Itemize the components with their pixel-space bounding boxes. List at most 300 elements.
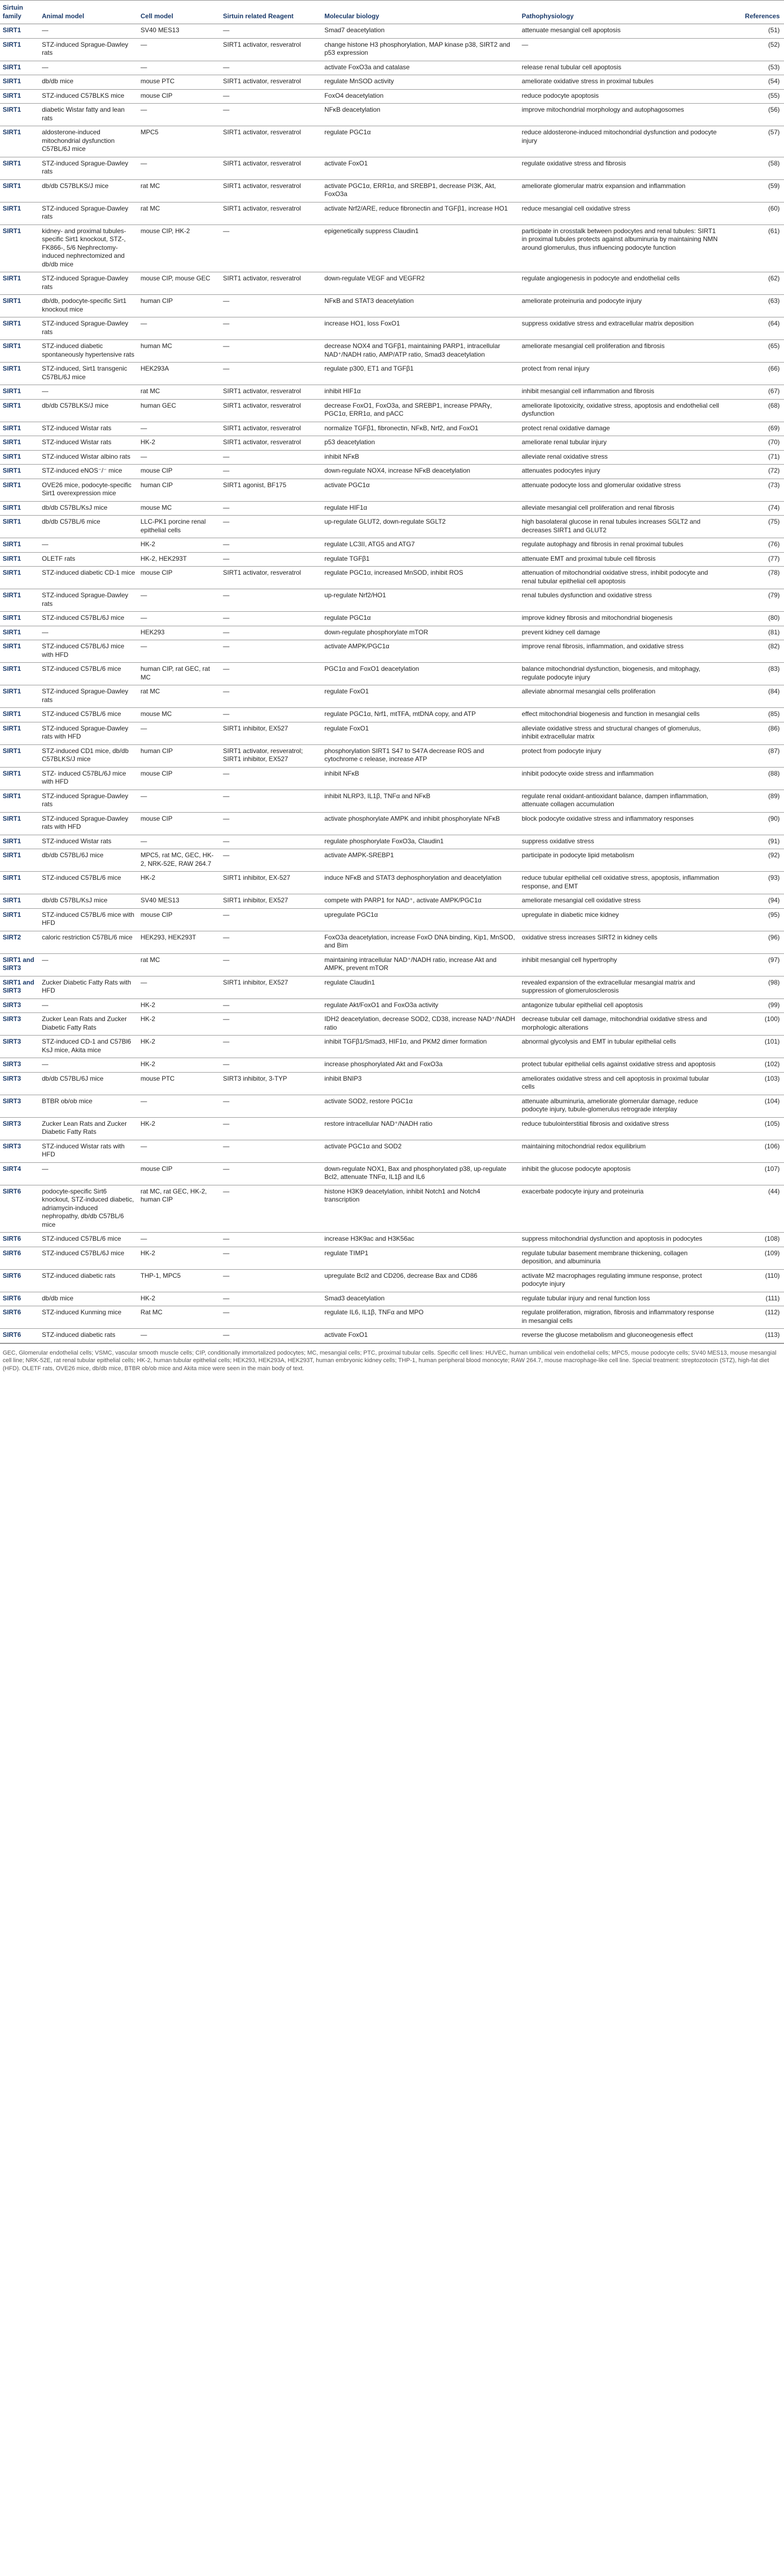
cell-reference: (56) bbox=[722, 104, 784, 126]
cell-animal-model: STZ-induced, Sirt1 transgenic C57BL/6J mice bbox=[39, 363, 138, 385]
cell-animal-model: STZ-induced Sprague-Dawley rats bbox=[39, 272, 138, 295]
header-cell-model: Cell model bbox=[138, 1, 221, 24]
table-row bbox=[0, 295, 784, 317]
cell-pathophysiology: ameliorate oxidative stress in proximal tubules bbox=[519, 75, 722, 90]
cell-molecular-biology: down-regulate VEGF and VEGFR2 bbox=[322, 272, 519, 295]
table-row bbox=[0, 1072, 784, 1095]
cell-molecular-biology: regulate PGC1α bbox=[322, 126, 519, 157]
cell-animal-model: OLETF rats bbox=[39, 552, 138, 567]
cell-reference: (85) bbox=[722, 708, 784, 722]
cell-animal-model: STZ-induced Wistar rats bbox=[39, 422, 138, 436]
cell-cell-model: — bbox=[138, 976, 221, 998]
cell-sirtuin-family: SIRT1 bbox=[0, 812, 39, 835]
cell-reference: (112) bbox=[722, 1306, 784, 1329]
cell-animal-model: — bbox=[39, 953, 138, 976]
cell-sirtuin-family: SIRT6 bbox=[0, 1247, 39, 1269]
cell-pathophysiology: attenuation of mitochondrial oxidative stress, inhibit podocyte and renal tubular epithelial cell apoptosis bbox=[519, 567, 722, 589]
cell-animal-model: Zucker Lean Rats and Zucker Diabetic Fatty Rats bbox=[39, 1013, 138, 1036]
cell-pathophysiology: ameliorate lipotoxicity, oxidative stress, apoptosis and endothelial cell dysfunction bbox=[519, 399, 722, 422]
cell-animal-model: STZ-induced Sprague-Dawley rats bbox=[39, 685, 138, 708]
cell-molecular-biology: activate PGC1α bbox=[322, 479, 519, 501]
cell-molecular-biology: upregulate Bcl2 and CD206, decrease Bax and CD86 bbox=[322, 1269, 519, 1292]
table-row bbox=[0, 1140, 784, 1162]
cell-reference: (61) bbox=[722, 225, 784, 272]
cell-pathophysiology: regulate oxidative stress and fibrosis bbox=[519, 157, 722, 179]
cell-molecular-biology: up-regulate Nrf2/HO1 bbox=[322, 589, 519, 612]
table-row bbox=[0, 872, 784, 894]
cell-cell-model: HK-2 bbox=[138, 1058, 221, 1073]
cell-cell-model: HK-2 bbox=[138, 436, 221, 451]
cell-reagent: — bbox=[220, 61, 322, 75]
cell-pathophysiology: decrease tubular cell damage, mitochondrial oxidative stress and morphologic alterations bbox=[519, 1013, 722, 1036]
cell-sirtuin-family: SIRT6 bbox=[0, 1292, 39, 1306]
cell-pathophysiology: reverse the glucose metabolism and gluconeogenesis effect bbox=[519, 1329, 722, 1343]
cell-pathophysiology: upregulate in diabetic mice kidney bbox=[519, 908, 722, 931]
cell-animal-model: db/db, podocyte-specific Sirt1 knockout mice bbox=[39, 295, 138, 317]
cell-cell-model: rat MC bbox=[138, 385, 221, 400]
cell-reagent: SIRT1 inhibitor, EX527 bbox=[220, 722, 322, 744]
cell-pathophysiology: reduce mesangial cell oxidative stress bbox=[519, 202, 722, 225]
cell-molecular-biology: regulate PGC1α bbox=[322, 612, 519, 626]
cell-molecular-biology: histone H3K9 deacetylation, inhibit Notch1 and Notch4 transcription bbox=[322, 1185, 519, 1233]
cell-reagent: SIRT1 inhibitor, EX-527 bbox=[220, 872, 322, 894]
cell-pathophysiology: protect from podocyte injury bbox=[519, 744, 722, 767]
cell-cell-model: HK-2 bbox=[138, 1036, 221, 1058]
table-row bbox=[0, 953, 784, 976]
cell-molecular-biology: regulate TGFβ1 bbox=[322, 552, 519, 567]
cell-animal-model: — bbox=[39, 61, 138, 75]
cell-cell-model: — bbox=[138, 835, 221, 849]
cell-reagent: — bbox=[220, 1013, 322, 1036]
cell-molecular-biology: regulate TIMP1 bbox=[322, 1247, 519, 1269]
cell-animal-model: OVE26 mice, podocyte-specific Sirt1 overexpression mice bbox=[39, 479, 138, 501]
cell-sirtuin-family: SIRT1 bbox=[0, 75, 39, 90]
cell-animal-model: STZ-induced Sprague-Dawley rats bbox=[39, 38, 138, 61]
cell-reference: (65) bbox=[722, 340, 784, 363]
cell-pathophysiology: alleviate oxidative stress and structural changes of glomerulus, inhibit extracellular matrix bbox=[519, 722, 722, 744]
cell-pathophysiology: activate M2 macrophages regulating immune response, protect podocyte injury bbox=[519, 1269, 722, 1292]
table-footnote: GEC, Glomerular endothelial cells; VSMC, vascular smooth muscle cells; CIP, conditionally immortalized podocytes; MC, mesangial cells; PTC, proximal tubular cells. Specific cell lines: HUVEC, human umbilical vein endothelial cells; MPC5, mouse podocyte cells; SV40 MES13, mouse mesangial cell line; NRK-52E, rat renal tubular epithelial cells; HK-2, human tubular epithelial cells; HEK293, HEK293A, HEK293T, human embryonic kidney cells; THP-1, human peripheral blood monocyte; RAW 264.7, mouse macrophage-like cell line. Special treatment: streptozotocin (STZ), high-fat diet (HFD). OLETF rats, OVE26 mice, db/db mice, BTBR ob/ob mice and Akita mice were seen in the main body of text. bbox=[0, 1343, 784, 1376]
table-row bbox=[0, 1233, 784, 1247]
cell-reagent: — bbox=[220, 1185, 322, 1233]
cell-sirtuin-family: SIRT1 bbox=[0, 835, 39, 849]
cell-cell-model: — bbox=[138, 1095, 221, 1117]
cell-reference: (99) bbox=[722, 998, 784, 1013]
cell-sirtuin-family: SIRT1 bbox=[0, 708, 39, 722]
cell-pathophysiology: oxidative stress increases SIRT2 in kidney cells bbox=[519, 931, 722, 953]
header-row bbox=[0, 1, 784, 24]
cell-cell-model: — bbox=[138, 640, 221, 663]
cell-reagent: — bbox=[220, 612, 322, 626]
cell-molecular-biology: up-regulate GLUT2, down-regulate SGLT2 bbox=[322, 516, 519, 538]
cell-cell-model: SV40 MES13 bbox=[138, 24, 221, 39]
cell-reference: (74) bbox=[722, 501, 784, 516]
cell-sirtuin-family: SIRT1 bbox=[0, 436, 39, 451]
cell-sirtuin-family: SIRT1 bbox=[0, 126, 39, 157]
cell-molecular-biology: regulate phosphorylate FoxO3a, Claudin1 bbox=[322, 835, 519, 849]
cell-molecular-biology: p53 deacetylation bbox=[322, 436, 519, 451]
cell-reagent: SIRT1 activator, resveratrol bbox=[220, 179, 322, 202]
cell-cell-model: rat MC, rat GEC, HK-2, human CIP bbox=[138, 1185, 221, 1233]
table-row bbox=[0, 436, 784, 451]
table-row bbox=[0, 1292, 784, 1306]
cell-sirtuin-family: SIRT1 bbox=[0, 157, 39, 179]
cell-sirtuin-family: SIRT1 and SIRT3 bbox=[0, 976, 39, 998]
cell-sirtuin-family: SIRT1 bbox=[0, 744, 39, 767]
cell-animal-model: db/db C57BL/6J mice bbox=[39, 1072, 138, 1095]
cell-reagent: — bbox=[220, 1036, 322, 1058]
cell-sirtuin-family: SIRT1 bbox=[0, 202, 39, 225]
cell-animal-model: STZ-induced Sprague-Dawley rats bbox=[39, 790, 138, 812]
cell-sirtuin-family: SIRT1 bbox=[0, 317, 39, 340]
cell-pathophysiology: regulate renal oxidant-antioxidant balance, dampen inflammation, attenuate collagen accumulation bbox=[519, 790, 722, 812]
cell-pathophysiology: exacerbate podocyte injury and proteinuria bbox=[519, 1185, 722, 1233]
cell-molecular-biology: induce NFκB and STAT3 dephosphorylation and deacetylation bbox=[322, 872, 519, 894]
cell-animal-model: podocyte-specific Sirt6 knockout, STZ-induced diabetic, adriamycin-induced nephropathy, db/db C57BL/6 mice bbox=[39, 1185, 138, 1233]
cell-animal-model: STZ-induced diabetic CD-1 mice bbox=[39, 567, 138, 589]
cell-sirtuin-family: SIRT1 bbox=[0, 295, 39, 317]
cell-cell-model: HK-2 bbox=[138, 1013, 221, 1036]
cell-molecular-biology: PGC1α and FoxO1 deacetylation bbox=[322, 663, 519, 685]
cell-pathophysiology: protect from renal injury bbox=[519, 363, 722, 385]
cell-sirtuin-family: SIRT1 bbox=[0, 612, 39, 626]
cell-reagent: SIRT1 activator, resveratrol bbox=[220, 126, 322, 157]
cell-animal-model: db/db C57BL/KsJ mice bbox=[39, 501, 138, 516]
cell-reagent: — bbox=[220, 1117, 322, 1140]
cell-cell-model: — bbox=[138, 1329, 221, 1343]
cell-sirtuin-family: SIRT1 bbox=[0, 422, 39, 436]
cell-sirtuin-family: SIRT1 bbox=[0, 663, 39, 685]
cell-cell-model: rat MC bbox=[138, 202, 221, 225]
cell-sirtuin-family: SIRT3 bbox=[0, 1036, 39, 1058]
cell-animal-model: STZ-induced C57BL/6J mice with HFD bbox=[39, 640, 138, 663]
table-row bbox=[0, 1162, 784, 1185]
cell-reference: (68) bbox=[722, 399, 784, 422]
cell-reference: (70) bbox=[722, 436, 784, 451]
cell-sirtuin-family: SIRT1 bbox=[0, 908, 39, 931]
cell-reference: (67) bbox=[722, 385, 784, 400]
cell-sirtuin-family: SIRT1 bbox=[0, 385, 39, 400]
cell-pathophysiology: prevent kidney cell damage bbox=[519, 626, 722, 640]
cell-animal-model: db/db C57BLKS/J mice bbox=[39, 399, 138, 422]
cell-cell-model: HEK293, HEK293T bbox=[138, 931, 221, 953]
cell-reference: (104) bbox=[722, 1095, 784, 1117]
table-row bbox=[0, 790, 784, 812]
cell-molecular-biology: inhibit BNIP3 bbox=[322, 1072, 519, 1095]
cell-sirtuin-family: SIRT1 bbox=[0, 767, 39, 790]
cell-reagent: SIRT1 activator, resveratrol bbox=[220, 399, 322, 422]
cell-molecular-biology: Smad7 deacetylation bbox=[322, 24, 519, 39]
table-row bbox=[0, 894, 784, 909]
cell-molecular-biology: NFκB and STAT3 deacetylation bbox=[322, 295, 519, 317]
table-row bbox=[0, 89, 784, 104]
cell-pathophysiology: regulate tubular injury and renal function loss bbox=[519, 1292, 722, 1306]
cell-sirtuin-family: SIRT1 bbox=[0, 589, 39, 612]
cell-reagent: — bbox=[220, 317, 322, 340]
cell-molecular-biology: regulate Akt/FoxO1 and FoxO3a activity bbox=[322, 998, 519, 1013]
cell-animal-model: STZ-induced Wistar albino rats bbox=[39, 450, 138, 465]
cell-molecular-biology: activate Nrf2/ARE, reduce fibronectin and TGFβ1, increase HO1 bbox=[322, 202, 519, 225]
table-row bbox=[0, 567, 784, 589]
cell-cell-model: human CIP, rat GEC, rat MC bbox=[138, 663, 221, 685]
cell-cell-model: — bbox=[138, 104, 221, 126]
cell-reference: (44) bbox=[722, 1185, 784, 1233]
cell-reference: (52) bbox=[722, 38, 784, 61]
cell-cell-model: HK-2 bbox=[138, 538, 221, 553]
cell-reagent: — bbox=[220, 89, 322, 104]
cell-cell-model: mouse CIP bbox=[138, 89, 221, 104]
cell-pathophysiology: block podocyte oxidative stress and inflammatory responses bbox=[519, 812, 722, 835]
cell-reference: (109) bbox=[722, 1247, 784, 1269]
cell-cell-model: rat MC bbox=[138, 685, 221, 708]
cell-reagent: — bbox=[220, 1140, 322, 1162]
cell-cell-model: mouse PTC bbox=[138, 75, 221, 90]
cell-animal-model: STZ-induced Sprague-Dawley rats with HFD bbox=[39, 812, 138, 835]
cell-sirtuin-family: SIRT1 bbox=[0, 450, 39, 465]
table-row bbox=[0, 363, 784, 385]
cell-molecular-biology: change histone H3 phosphorylation, MAP kinase p38, SIRT2 and p53 expression bbox=[322, 38, 519, 61]
cell-sirtuin-family: SIRT1 bbox=[0, 552, 39, 567]
cell-sirtuin-family: SIRT6 bbox=[0, 1233, 39, 1247]
cell-reagent: — bbox=[220, 295, 322, 317]
cell-reference: (100) bbox=[722, 1013, 784, 1036]
table-row bbox=[0, 179, 784, 202]
table-row bbox=[0, 908, 784, 931]
table-row bbox=[0, 1036, 784, 1058]
cell-reagent: — bbox=[220, 663, 322, 685]
cell-molecular-biology: FoxO4 deacetylation bbox=[322, 89, 519, 104]
cell-pathophysiology: attenuate podocyte loss and glomerular oxidative stress bbox=[519, 479, 722, 501]
cell-reference: (60) bbox=[722, 202, 784, 225]
cell-pathophysiology: effect mitochondrial biogenesis and function in mesangial cells bbox=[519, 708, 722, 722]
cell-reference: (66) bbox=[722, 363, 784, 385]
cell-sirtuin-family: SIRT3 bbox=[0, 1095, 39, 1117]
header-pathophysiology: Pathophysiology bbox=[519, 1, 722, 24]
cell-molecular-biology: regulate LC3II, ATG5 and ATG7 bbox=[322, 538, 519, 553]
cell-reference: (111) bbox=[722, 1292, 784, 1306]
cell-reagent: — bbox=[220, 363, 322, 385]
cell-reference: (86) bbox=[722, 722, 784, 744]
cell-reagent: — bbox=[220, 1095, 322, 1117]
cell-reagent: — bbox=[220, 538, 322, 553]
cell-cell-model: Rat MC bbox=[138, 1306, 221, 1329]
cell-cell-model: mouse CIP, mouse GEC bbox=[138, 272, 221, 295]
cell-reagent: — bbox=[220, 708, 322, 722]
cell-animal-model: STZ-induced Sprague-Dawley rats with HFD bbox=[39, 722, 138, 744]
cell-reagent: — bbox=[220, 640, 322, 663]
cell-animal-model: STZ- induced C57BL/6J mice with HFD bbox=[39, 767, 138, 790]
cell-reference: (84) bbox=[722, 685, 784, 708]
cell-pathophysiology: ameliorate proteinuria and podocyte injury bbox=[519, 295, 722, 317]
cell-molecular-biology: phosphorylation SIRT1 S47 to S47A decrease ROS and cytochrome c release, increase ATP bbox=[322, 744, 519, 767]
table-row bbox=[0, 225, 784, 272]
cell-molecular-biology: activate phosphorylate AMPK and inhibit phosphorylate NFκB bbox=[322, 812, 519, 835]
cell-animal-model: STZ-induced C57BL/6J mice bbox=[39, 1247, 138, 1269]
cell-cell-model: — bbox=[138, 1233, 221, 1247]
cell-molecular-biology: increase phosphorylated Akt and FoxO3a bbox=[322, 1058, 519, 1073]
cell-sirtuin-family: SIRT6 bbox=[0, 1306, 39, 1329]
cell-molecular-biology: down-regulate phosphorylate mTOR bbox=[322, 626, 519, 640]
cell-molecular-biology: activate AMPK-SREBP1 bbox=[322, 849, 519, 872]
table-row bbox=[0, 317, 784, 340]
cell-sirtuin-family: SIRT1 bbox=[0, 567, 39, 589]
cell-reference: (108) bbox=[722, 1233, 784, 1247]
cell-sirtuin-family: SIRT4 bbox=[0, 1162, 39, 1185]
cell-sirtuin-family: SIRT6 bbox=[0, 1269, 39, 1292]
cell-cell-model: — bbox=[138, 38, 221, 61]
cell-sirtuin-family: SIRT1 bbox=[0, 685, 39, 708]
cell-cell-model: HK-2 bbox=[138, 1117, 221, 1140]
cell-pathophysiology: alleviate renal oxidative stress bbox=[519, 450, 722, 465]
cell-reagent: — bbox=[220, 552, 322, 567]
table-row bbox=[0, 931, 784, 953]
table-row bbox=[0, 722, 784, 744]
cell-reagent: — bbox=[220, 1058, 322, 1073]
table-row bbox=[0, 1095, 784, 1117]
cell-pathophysiology: improve mitochondrial morphology and autophagosomes bbox=[519, 104, 722, 126]
cell-pathophysiology: ameliorates oxidative stress and cell apoptosis in proximal tubular cells bbox=[519, 1072, 722, 1095]
cell-pathophysiology: reduce podocyte apoptosis bbox=[519, 89, 722, 104]
cell-sirtuin-family: SIRT1 bbox=[0, 849, 39, 872]
cell-sirtuin-family: SIRT1 bbox=[0, 501, 39, 516]
cell-pathophysiology: ameliorate mesangial cell proliferation and fibrosis bbox=[519, 340, 722, 363]
cell-animal-model: STZ-induced C57BL/6 mice bbox=[39, 663, 138, 685]
cell-reagent: — bbox=[220, 340, 322, 363]
cell-pathophysiology: inhibit mesangial cell inflammation and fibrosis bbox=[519, 385, 722, 400]
cell-cell-model: — bbox=[138, 1140, 221, 1162]
table-row bbox=[0, 450, 784, 465]
cell-sirtuin-family: SIRT3 bbox=[0, 998, 39, 1013]
cell-pathophysiology: reduce tubular epithelial cell oxidative stress, apoptosis, inflammation response, and EMT bbox=[519, 872, 722, 894]
cell-pathophysiology: — bbox=[519, 38, 722, 61]
cell-molecular-biology: regulate PGC1α, increased MnSOD, inhibit ROS bbox=[322, 567, 519, 589]
cell-reference: (58) bbox=[722, 157, 784, 179]
header-molecular-biology: Molecular biology bbox=[322, 1, 519, 24]
table-header bbox=[0, 1, 784, 24]
cell-sirtuin-family: SIRT1 bbox=[0, 61, 39, 75]
cell-pathophysiology: suppress oxidative stress bbox=[519, 835, 722, 849]
cell-reference: (113) bbox=[722, 1329, 784, 1343]
cell-reference: (106) bbox=[722, 1140, 784, 1162]
cell-molecular-biology: down-regulate NOX1, Bax and phosphorylated p38, up-regulate Bcl2, attenuate TNFα, IL1β and IL6 bbox=[322, 1162, 519, 1185]
cell-reference: (53) bbox=[722, 61, 784, 75]
cell-pathophysiology: attenuate albuminuria, ameliorate glomerular damage, reduce podocyte injury, tubule-glomerulus retrograde interplay bbox=[519, 1095, 722, 1117]
table-row bbox=[0, 1269, 784, 1292]
cell-animal-model: STZ-induced C57BL/6 mice bbox=[39, 1233, 138, 1247]
table-row bbox=[0, 104, 784, 126]
cell-reference: (94) bbox=[722, 894, 784, 909]
cell-sirtuin-family: SIRT1 bbox=[0, 640, 39, 663]
cell-reference: (102) bbox=[722, 1058, 784, 1073]
cell-animal-model: aldosterone-induced mitochondrial dysfunction C57BL/6J mice bbox=[39, 126, 138, 157]
cell-pathophysiology: participate in crosstalk between podocytes and renal tubules: SIRT1 in proximal tubules protects against albuminuria by maintaining NMN around glomerulus, thus influencing podocyte function bbox=[519, 225, 722, 272]
cell-cell-model: — bbox=[138, 317, 221, 340]
cell-animal-model: STZ-induced Kunming mice bbox=[39, 1306, 138, 1329]
cell-animal-model: STZ-induced diabetic spontaneously hypertensive rats bbox=[39, 340, 138, 363]
cell-animal-model: Zucker Lean Rats and Zucker Diabetic Fatty Rats bbox=[39, 1117, 138, 1140]
cell-sirtuin-family: SIRT3 bbox=[0, 1058, 39, 1073]
cell-pathophysiology: maintaining mitochondrial redox equilibrium bbox=[519, 1140, 722, 1162]
cell-pathophysiology: ameliorate mesangial cell oxidative stress bbox=[519, 894, 722, 909]
cell-molecular-biology: epigenetically suppress Claudin1 bbox=[322, 225, 519, 272]
header-sirtuin-reagent: Sirtuin related Reagent bbox=[220, 1, 322, 24]
cell-sirtuin-family: SIRT3 bbox=[0, 1117, 39, 1140]
cell-animal-model: STZ-induced CD1 mice, db/db C57BLKS/J mice bbox=[39, 744, 138, 767]
cell-reference: (95) bbox=[722, 908, 784, 931]
table-row bbox=[0, 38, 784, 61]
cell-reagent: — bbox=[220, 685, 322, 708]
cell-pathophysiology: participate in podocyte lipid metabolism bbox=[519, 849, 722, 872]
table-row bbox=[0, 202, 784, 225]
cell-reagent: — bbox=[220, 24, 322, 39]
header-sirtuin-family: Sirtuin family bbox=[0, 1, 39, 24]
cell-pathophysiology: antagonize tubular epithelial cell apoptosis bbox=[519, 998, 722, 1013]
cell-animal-model: BTBR ob/ob mice bbox=[39, 1095, 138, 1117]
cell-cell-model: HK-2 bbox=[138, 1292, 221, 1306]
cell-molecular-biology: inhibit NLRP3, IL1β, TNFα and NFκB bbox=[322, 790, 519, 812]
cell-animal-model: — bbox=[39, 24, 138, 39]
cell-reagent: — bbox=[220, 1292, 322, 1306]
cell-animal-model: — bbox=[39, 1162, 138, 1185]
cell-pathophysiology: suppress mitochondrial dysfunction and apoptosis in podocytes bbox=[519, 1233, 722, 1247]
cell-pathophysiology: high basolateral glucose in renal tubules increases SGLT2 and decreases SIRT1 and GLUT2 bbox=[519, 516, 722, 538]
cell-reagent: — bbox=[220, 953, 322, 976]
cell-reagent: — bbox=[220, 835, 322, 849]
cell-cell-model: rat MC bbox=[138, 179, 221, 202]
cell-sirtuin-family: SIRT1 bbox=[0, 24, 39, 39]
table-row bbox=[0, 75, 784, 90]
cell-cell-model: HEK293A bbox=[138, 363, 221, 385]
cell-reagent: SIRT1 inhibitor, EX527 bbox=[220, 894, 322, 909]
table-row bbox=[0, 24, 784, 39]
cell-reagent: — bbox=[220, 501, 322, 516]
cell-animal-model: STZ-induced C57BL/6J mice bbox=[39, 612, 138, 626]
cell-reagent: — bbox=[220, 1329, 322, 1343]
cell-pathophysiology: regulate proliferation, migration, fibrosis and inflammatory response in mesangial cells bbox=[519, 1306, 722, 1329]
cell-reagent: SIRT1 activator, resveratrol bbox=[220, 75, 322, 90]
cell-sirtuin-family: SIRT1 bbox=[0, 104, 39, 126]
header-references: References bbox=[722, 1, 784, 24]
table-row bbox=[0, 422, 784, 436]
cell-animal-model: — bbox=[39, 1058, 138, 1073]
cell-reference: (64) bbox=[722, 317, 784, 340]
cell-animal-model: STZ-induced Sprague-Dawley rats bbox=[39, 317, 138, 340]
cell-pathophysiology: attenuate mesangial cell apoptosis bbox=[519, 24, 722, 39]
cell-reagent: SIRT1 inhibitor, EX527 bbox=[220, 976, 322, 998]
cell-molecular-biology: restore intracellular NAD⁺/NADH ratio bbox=[322, 1117, 519, 1140]
table-row bbox=[0, 976, 784, 998]
cell-sirtuin-family: SIRT1 bbox=[0, 790, 39, 812]
cell-reference: (79) bbox=[722, 589, 784, 612]
table-row bbox=[0, 552, 784, 567]
cell-pathophysiology: ameliorate renal tubular injury bbox=[519, 436, 722, 451]
cell-reagent: — bbox=[220, 767, 322, 790]
cell-pathophysiology: abnormal glycolysis and EMT in tubular epithelial cells bbox=[519, 1036, 722, 1058]
cell-molecular-biology: regulate Claudin1 bbox=[322, 976, 519, 998]
cell-molecular-biology: regulate PGC1α, Nrf1, mtTFA, mtDNA copy, and ATP bbox=[322, 708, 519, 722]
cell-sirtuin-family: SIRT1 bbox=[0, 479, 39, 501]
cell-sirtuin-family: SIRT3 bbox=[0, 1140, 39, 1162]
cell-sirtuin-family: SIRT1 bbox=[0, 272, 39, 295]
cell-reagent: SIRT1 agonist, BF175 bbox=[220, 479, 322, 501]
cell-sirtuin-family: SIRT1 bbox=[0, 872, 39, 894]
cell-reagent: SIRT1 activator, resveratrol bbox=[220, 436, 322, 451]
cell-sirtuin-family: SIRT3 bbox=[0, 1072, 39, 1095]
cell-pathophysiology: improve renal fibrosis, inflammation, and oxidative stress bbox=[519, 640, 722, 663]
cell-cell-model: human CIP bbox=[138, 744, 221, 767]
cell-molecular-biology: activate AMPK/PGC1α bbox=[322, 640, 519, 663]
cell-reagent: — bbox=[220, 1247, 322, 1269]
